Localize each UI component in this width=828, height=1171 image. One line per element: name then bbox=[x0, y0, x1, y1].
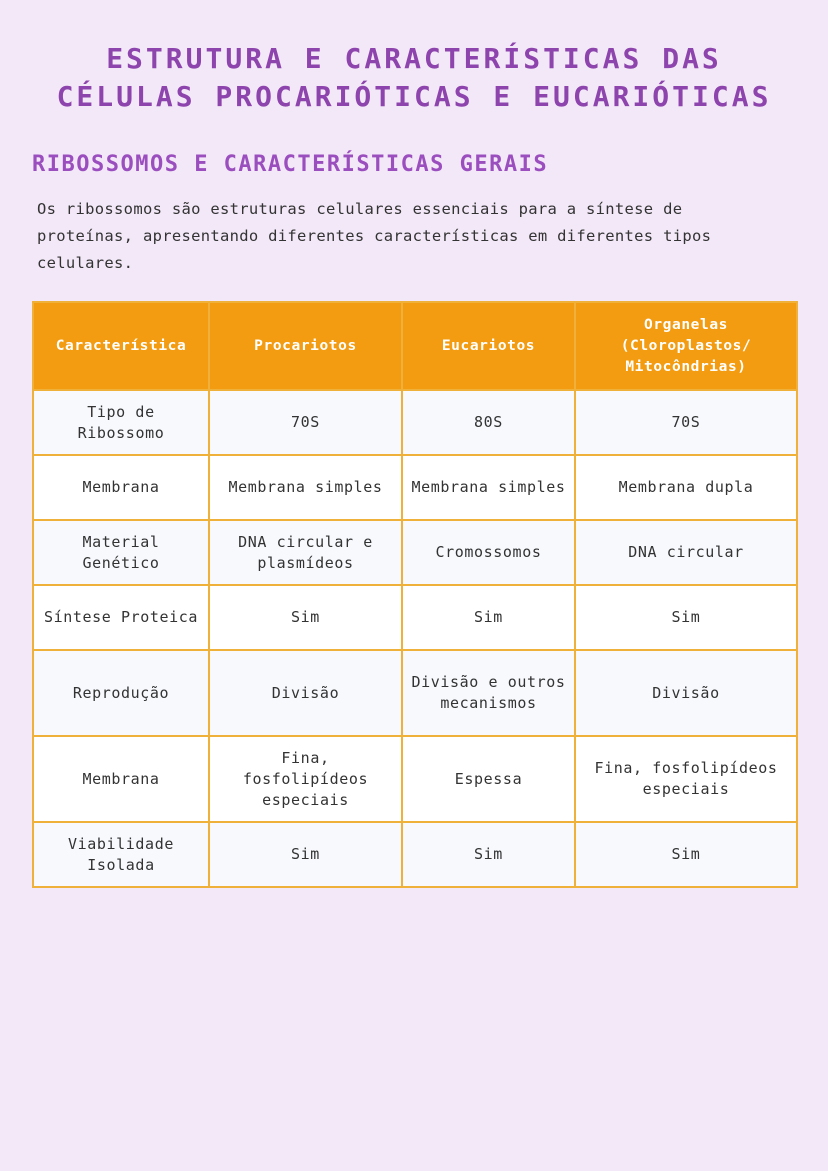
table-cell: Membrana simples bbox=[209, 455, 402, 520]
comparison-table bbox=[32, 301, 798, 888]
page-title bbox=[0, 40, 828, 116]
table-row bbox=[33, 585, 797, 650]
table-cell: Sim bbox=[402, 822, 575, 887]
table-cell: 70S bbox=[575, 390, 797, 455]
table-cell: DNA circular bbox=[575, 520, 797, 585]
table-row bbox=[33, 822, 797, 887]
page-title-line-2: CÉLULAS PROCARIÓTICAS E EUCARIÓTICAS bbox=[56, 80, 772, 113]
table-header-row bbox=[33, 302, 797, 390]
table-cell: Reprodução bbox=[33, 650, 209, 736]
table-cell: Membrana simples bbox=[402, 455, 575, 520]
table-cell: DNA circular e plasmídeos bbox=[209, 520, 402, 585]
table-cell: 70S bbox=[209, 390, 402, 455]
table-cell: Divisão bbox=[209, 650, 402, 736]
table-cell: Tipo de Ribossomo bbox=[33, 390, 209, 455]
table-cell: Viabilidade Isolada bbox=[33, 822, 209, 887]
table-cell: Sim bbox=[209, 585, 402, 650]
table-cell: Sim bbox=[575, 585, 797, 650]
header-eucariotos: Eucariotos bbox=[402, 302, 575, 390]
page-title-line-1: ESTRUTURA E CARACTERÍSTICAS DAS bbox=[106, 42, 722, 75]
header-procariotos: Procariotos bbox=[209, 302, 402, 390]
table-cell: 80S bbox=[402, 390, 575, 455]
table-cell: Fina, fosfolipídeos especiais bbox=[209, 736, 402, 822]
table-row bbox=[33, 455, 797, 520]
table-cell: Membrana dupla bbox=[575, 455, 797, 520]
section-title: RIBOSSOMOS E CARACTERÍSTICAS GERAIS bbox=[32, 152, 549, 177]
table-row bbox=[33, 650, 797, 736]
table-cell: Sim bbox=[209, 822, 402, 887]
table-cell: Material Genético bbox=[33, 520, 209, 585]
table-cell: Divisão bbox=[575, 650, 797, 736]
table-cell: Síntese Proteica bbox=[33, 585, 209, 650]
intro-paragraph: Os ribossomos são estruturas celulares essenciais para a síntese de proteínas, apresentando diferentes características em diferentes tipos celulares. bbox=[37, 200, 712, 272]
table-cell: Cromossomos bbox=[402, 520, 575, 585]
table-cell: Sim bbox=[402, 585, 575, 650]
table-cell: Sim bbox=[575, 822, 797, 887]
table-cell: Fina, fosfolipídeos especiais bbox=[575, 736, 797, 822]
header-organelas: Organelas (Cloroplastos/ Mitocôndrias) bbox=[575, 302, 797, 390]
table-cell: Espessa bbox=[402, 736, 575, 822]
header-caracteristica: Característica bbox=[33, 302, 209, 390]
table-row bbox=[33, 736, 797, 822]
table-row bbox=[33, 390, 797, 455]
table-row bbox=[33, 520, 797, 585]
table-cell: Divisão e outros mecanismos bbox=[402, 650, 575, 736]
table-cell: Membrana bbox=[33, 736, 209, 822]
table-cell: Membrana bbox=[33, 455, 209, 520]
